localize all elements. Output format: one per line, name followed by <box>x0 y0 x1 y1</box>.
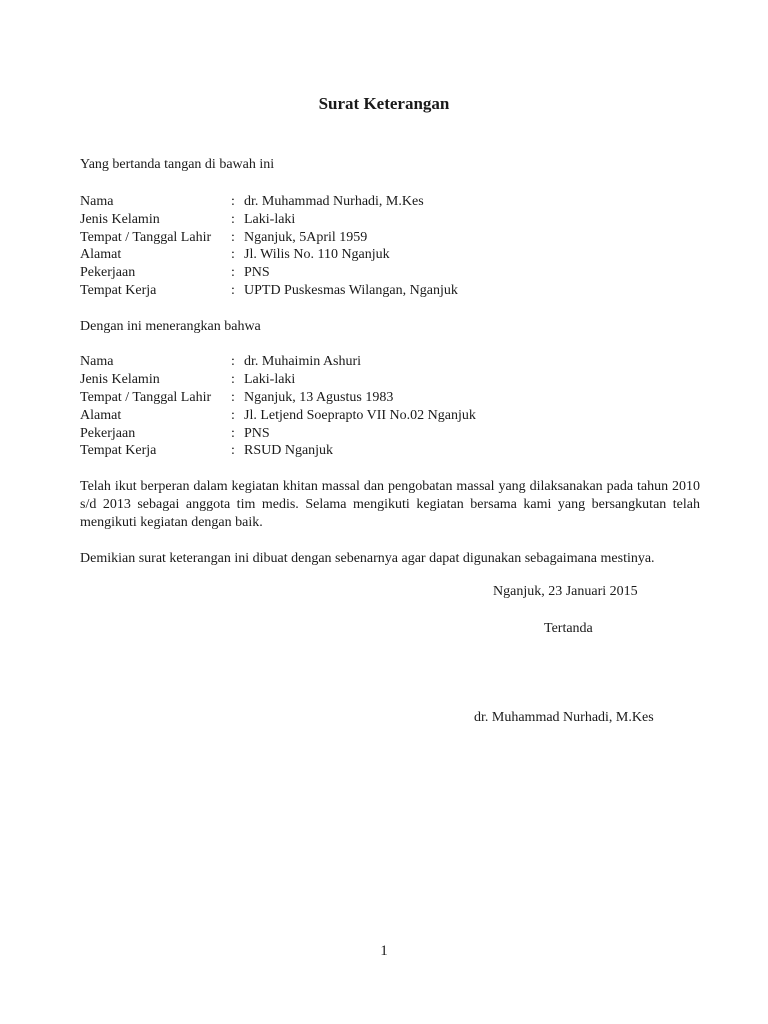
field-colon: : <box>231 283 235 298</box>
closing-paragraph: Demikian surat keterangan ini dibuat dengan sebenarnya agar dapat digunakan sebagaimana mestinya. <box>80 551 655 566</box>
field-value: RSUD Nganjuk <box>244 443 334 458</box>
field-colon: : <box>231 372 235 387</box>
field-label: Jenis Kelamin <box>80 372 160 387</box>
field-label: Nama <box>80 354 114 369</box>
field-value: dr. Muhaimin Ashuri <box>244 354 362 369</box>
field-value: Laki-laki <box>244 372 296 387</box>
page-number: 1 <box>380 943 388 959</box>
field-label: Pekerjaan <box>80 265 136 280</box>
field-colon: : <box>231 194 235 209</box>
field-value: PNS <box>244 426 270 441</box>
statement-text: Dengan ini menerangkan bahwa <box>80 319 261 334</box>
field-value: Nganjuk, 13 Agustus 1983 <box>244 390 394 405</box>
field-colon: : <box>231 265 235 280</box>
field-value: UPTD Puskesmas Wilangan, Nganjuk <box>244 283 458 298</box>
field-label: Tempat / Tanggal Lahir <box>80 390 212 405</box>
field-label: Tempat / Tanggal Lahir <box>80 230 212 245</box>
signed-label: Tertanda <box>544 621 593 636</box>
place-date: Nganjuk, 23 Januari 2015 <box>493 584 638 599</box>
intro-text: Yang bertanda tangan di bawah ini <box>80 157 275 172</box>
field-label: Alamat <box>80 247 122 262</box>
field-colon: : <box>231 212 235 227</box>
field-colon: : <box>231 230 235 245</box>
signer-name: dr. Muhammad Nurhadi, M.Kes <box>474 710 654 725</box>
field-value: dr. Muhammad Nurhadi, M.Kes <box>244 194 424 209</box>
field-value: Nganjuk, 5April 1959 <box>244 230 368 245</box>
field-label: Jenis Kelamin <box>80 212 160 227</box>
field-value: Laki-laki <box>244 212 296 227</box>
field-label: Tempat Kerja <box>80 283 157 298</box>
field-label: Nama <box>80 194 114 209</box>
field-label: Tempat Kerja <box>80 443 157 458</box>
field-colon: : <box>231 426 235 441</box>
field-colon: : <box>231 408 235 423</box>
field-colon: : <box>231 390 235 405</box>
body-paragraph: Telah ikut berperan dalam kegiatan khitan massal dan pengobatan massal yang dilaksanakan pada tahun 2010 s/d 2013 sebagai anggota tim medis. Selama mengikuti kegiatan bersama kami yang bersangkutan telah mengikuti kegiatan dengan baik. <box>80 479 700 530</box>
field-colon: : <box>231 443 235 458</box>
field-value: Jl. Letjend Soeprapto VII No.02 Nganjuk <box>244 408 476 423</box>
field-colon: : <box>231 354 235 369</box>
field-colon: : <box>231 247 235 262</box>
field-label: Alamat <box>80 408 122 423</box>
field-value: Jl. Wilis No. 110 Nganjuk <box>244 247 390 262</box>
field-label: Pekerjaan <box>80 426 136 441</box>
field-value: PNS <box>244 265 270 280</box>
document-title: Surat Keterangan <box>318 94 450 113</box>
